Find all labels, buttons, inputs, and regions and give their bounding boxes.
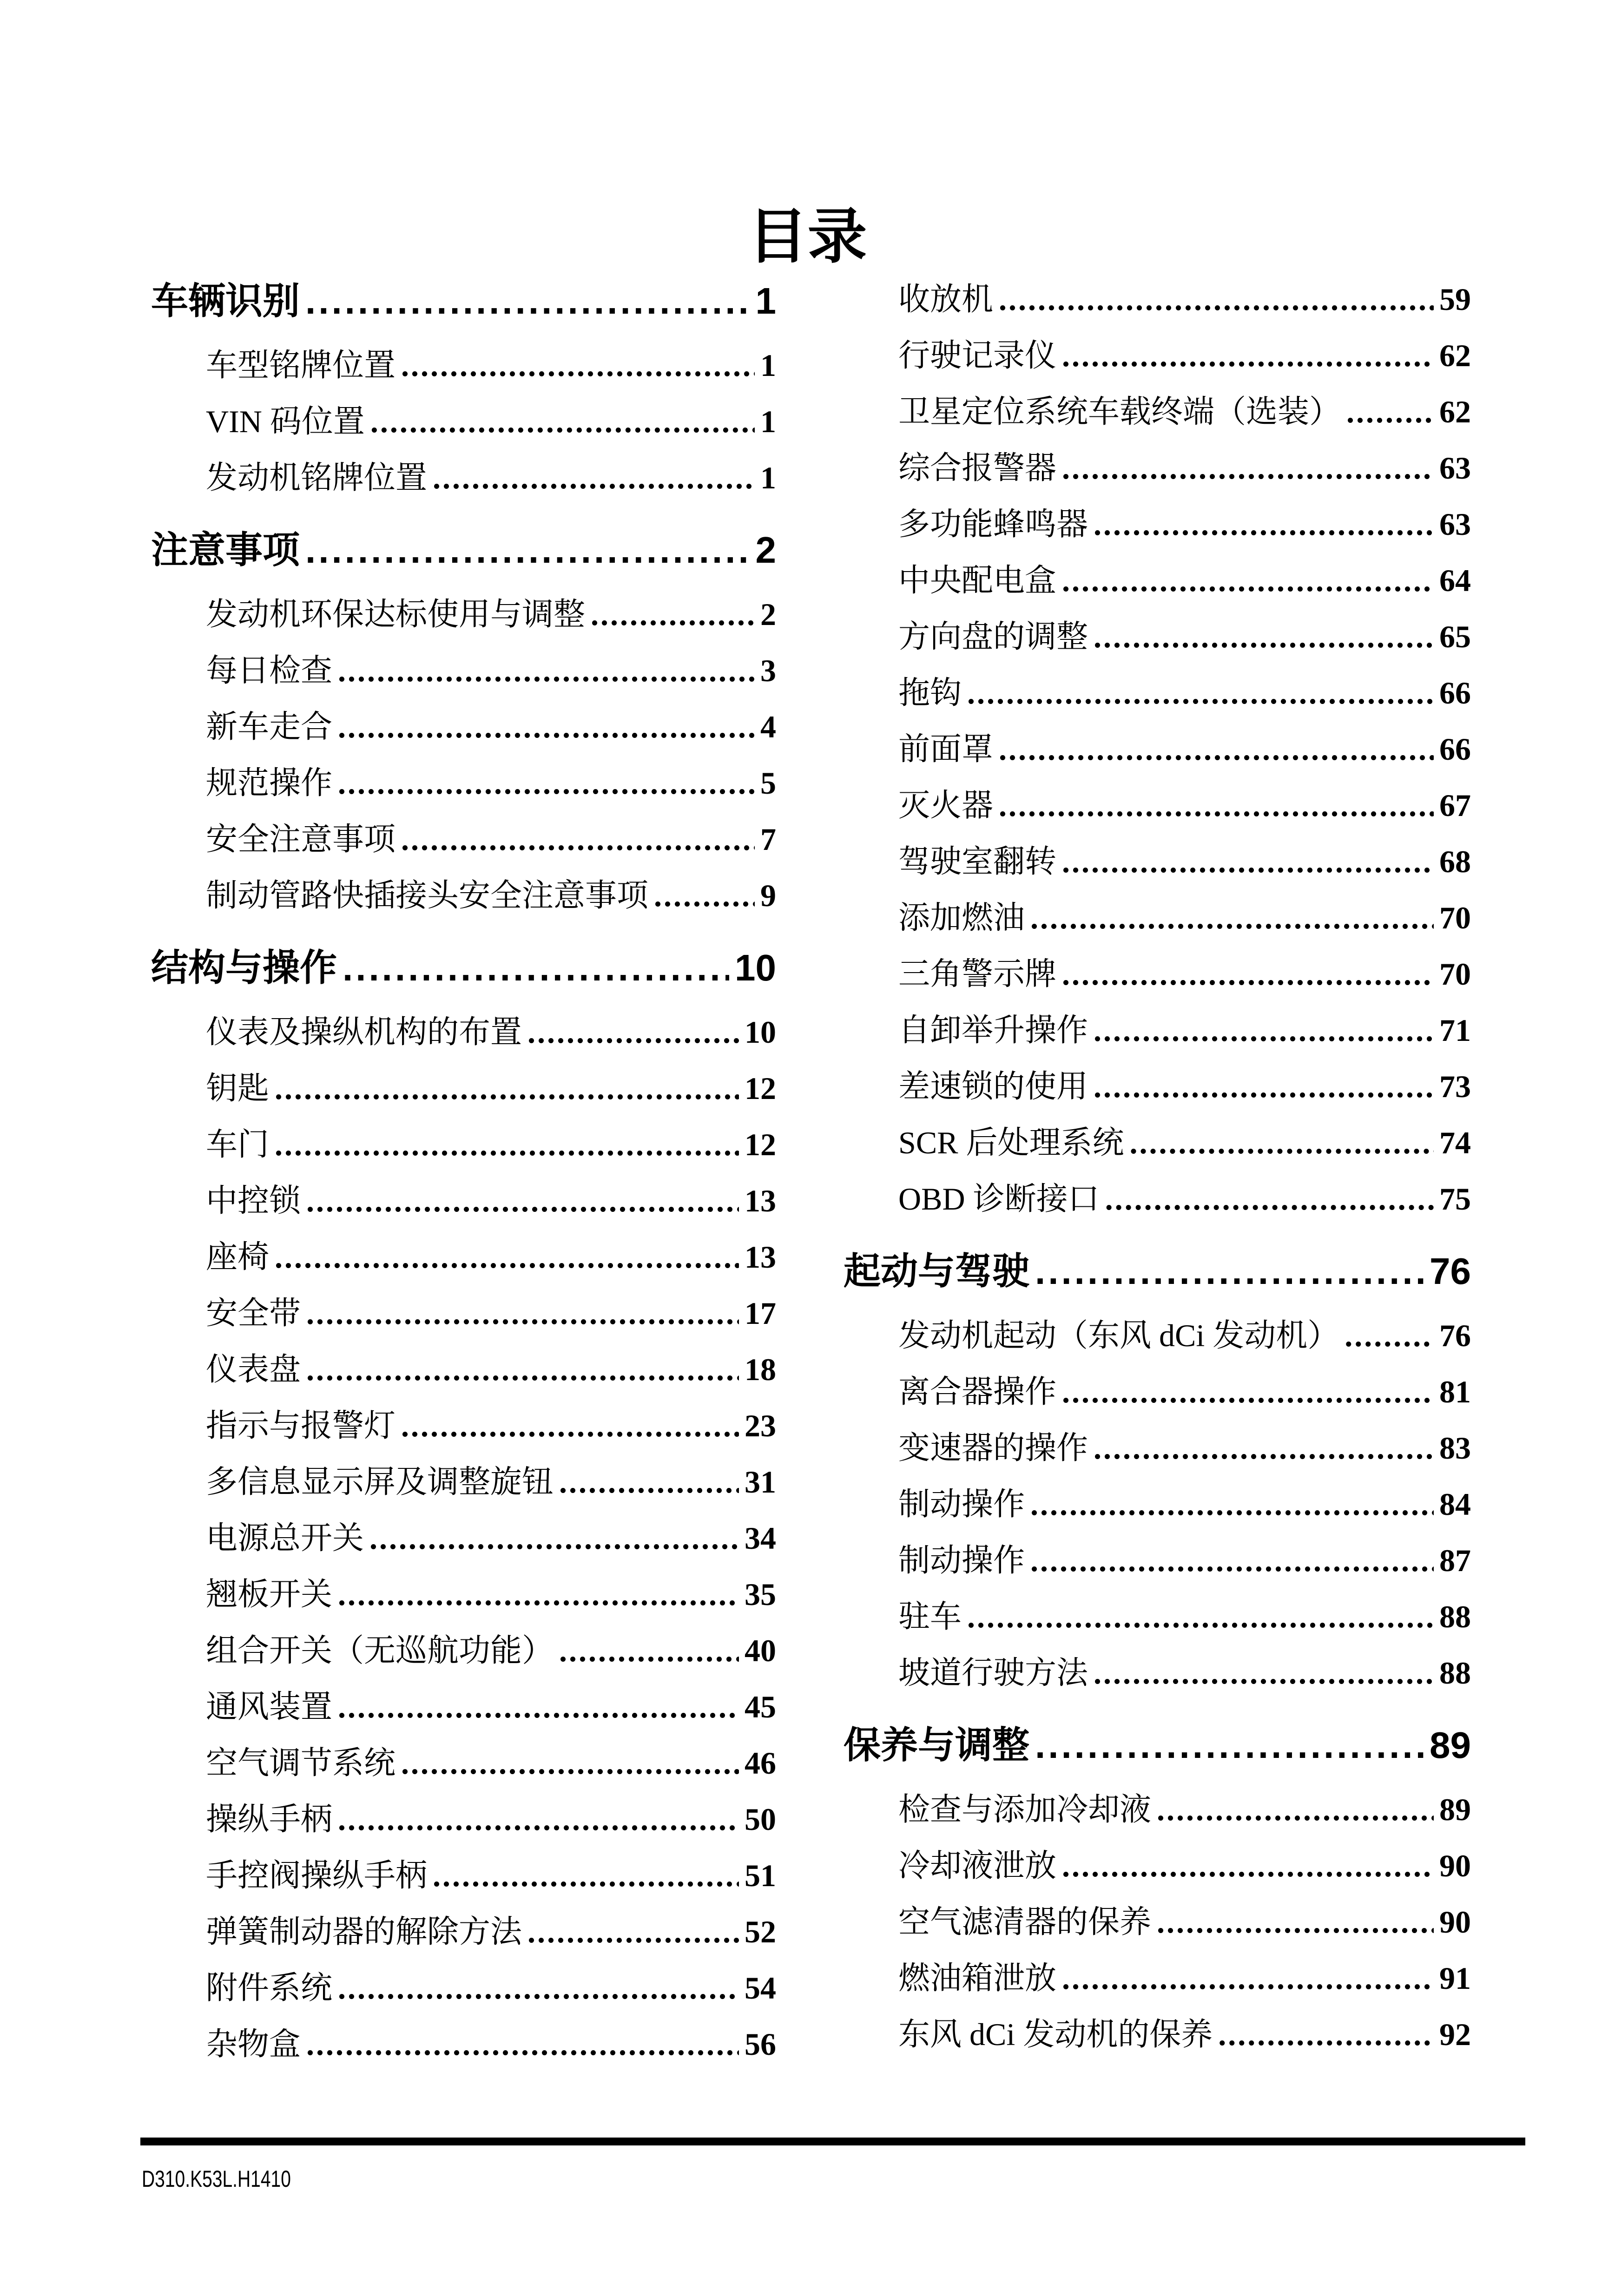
- toc-page-number: 1: [760, 404, 776, 439]
- toc-entry[interactable]: [151, 1848, 776, 1904]
- toc-entry-label: 规范操作: [206, 765, 333, 801]
- toc-entry[interactable]: [151, 1342, 776, 1398]
- toc-entry-label: 手控阀操纵手柄: [206, 1858, 428, 1893]
- toc-entry-label: 坡道行驶方法: [898, 1655, 1088, 1691]
- toc-entry-label: 制动操作: [898, 1543, 1025, 1578]
- dot-leader: [1062, 834, 1434, 890]
- toc-entry-label: 制动管路快插接头安全注意事项: [206, 878, 649, 913]
- dot-leader: [275, 1060, 739, 1117]
- toc-entry-label: 综合报警器: [898, 450, 1057, 486]
- dot-leader: [338, 1960, 739, 2016]
- toc-page-number: 7: [760, 822, 776, 857]
- toc-entry-label: 新车走合: [206, 709, 333, 744]
- toc-left-column: [151, 273, 776, 2072]
- toc-entry-label: VIN 码位置: [206, 404, 365, 439]
- dot-leader: [1030, 1533, 1434, 1589]
- toc-page-number: 2: [755, 529, 776, 571]
- toc-section-heading[interactable]: [844, 1243, 1471, 1299]
- toc-page-number: 35: [745, 1577, 776, 1612]
- toc-entry-label: 翘板开关: [206, 1577, 333, 1612]
- dot-leader: [338, 755, 755, 811]
- dot-leader: [338, 1679, 739, 1735]
- toc-entry-label: 东风 dCi 发动机的保养: [898, 2017, 1213, 2052]
- toc-entry-label: 驾驶室翻转: [898, 844, 1057, 879]
- dot-leader: [1035, 1717, 1424, 1773]
- toc-entry-label: 中央配电盒: [898, 563, 1057, 598]
- dot-leader: [1062, 1838, 1434, 1894]
- toc-entry[interactable]: [151, 1173, 776, 1229]
- toc-entry[interactable]: [151, 1735, 776, 1791]
- dot-leader: [559, 1623, 739, 1679]
- toc-section-heading[interactable]: [151, 940, 776, 996]
- dot-leader: [1062, 1364, 1434, 1420]
- toc-page-number: 50: [745, 1802, 776, 1837]
- toc-page-number: 91: [1439, 1960, 1471, 1996]
- toc-entry[interactable]: [151, 1004, 776, 1060]
- toc-entry[interactable]: [844, 1420, 1471, 1476]
- toc-entry[interactable]: [151, 1060, 776, 1117]
- toc-entry-label: 发动机铭牌位置: [206, 460, 428, 495]
- dot-leader: [1105, 1171, 1434, 1227]
- toc-entry[interactable]: [844, 777, 1471, 834]
- toc-entry-label: 结构与操作: [151, 947, 337, 988]
- toc-entry-label: 每日检查: [206, 653, 333, 688]
- toc-entry-label: 中控锁: [206, 1183, 301, 1218]
- toc-entry[interactable]: [844, 1364, 1471, 1420]
- dot-leader: [275, 1117, 739, 1173]
- toc-entry[interactable]: [844, 1476, 1471, 1533]
- dot-leader: [305, 273, 750, 329]
- dot-leader: [591, 586, 755, 643]
- toc-entry[interactable]: [151, 1904, 776, 1960]
- toc-right-column: [844, 271, 1471, 2063]
- dot-leader: [401, 1398, 739, 1454]
- toc-page-number: 56: [745, 2026, 776, 2062]
- toc-entry-label: 通风装置: [206, 1689, 333, 1724]
- toc-page-number: 9: [760, 878, 776, 913]
- toc-entry[interactable]: [151, 1960, 776, 2016]
- dot-leader: [1030, 890, 1434, 946]
- toc-page-number: 45: [745, 1689, 776, 1724]
- toc-entry-label: 车辆识别: [151, 280, 300, 322]
- toc-page-number: 54: [745, 1970, 776, 2006]
- toc-entry[interactable]: [151, 2016, 776, 2072]
- dot-leader: [401, 337, 755, 394]
- toc-page-number: 5: [760, 765, 776, 801]
- toc-page-number: 83: [1439, 1430, 1471, 1466]
- toc-section-heading[interactable]: [844, 1717, 1471, 1773]
- toc-page-number: 81: [1439, 1374, 1471, 1409]
- dot-leader: [1345, 1308, 1434, 1364]
- toc-entry-label: 车型铭牌位置: [206, 348, 396, 383]
- toc-section-heading[interactable]: [151, 273, 776, 329]
- toc-page-number: 76: [1439, 1318, 1471, 1353]
- toc-page-number: 88: [1439, 1599, 1471, 1634]
- toc-entry[interactable]: [151, 811, 776, 868]
- toc-page-number: 71: [1439, 1013, 1471, 1048]
- toc-entry[interactable]: [151, 868, 776, 924]
- toc-entry-label: 附件系统: [206, 1970, 333, 2006]
- toc-page-number: 67: [1439, 788, 1471, 823]
- toc-entry-label: 多信息显示屏及调整旋钮: [206, 1464, 554, 1500]
- toc-section-heading[interactable]: [151, 522, 776, 578]
- toc-page-number: 74: [1439, 1125, 1471, 1160]
- toc-entry-label: 方向盘的调整: [898, 619, 1088, 654]
- toc-entry-label: 前面罩: [898, 731, 994, 767]
- toc-entry-label: 操纵手柄: [206, 1802, 333, 1837]
- dot-leader: [527, 1004, 739, 1060]
- toc-entry-label: OBD 诊断接口: [898, 1181, 1100, 1217]
- toc-entry[interactable]: [844, 384, 1471, 440]
- toc-page-number: 70: [1439, 956, 1471, 992]
- toc-page-number: 31: [745, 1464, 776, 1500]
- toc-page-number: 66: [1439, 731, 1471, 767]
- toc-entry[interactable]: [844, 1645, 1471, 1701]
- dot-leader: [433, 1848, 739, 1904]
- toc-page-number: 17: [745, 1296, 776, 1331]
- toc-entry-label: 驻车: [898, 1599, 962, 1634]
- toc-entry[interactable]: [151, 699, 776, 755]
- toc-page-number: 10: [735, 947, 776, 988]
- toc-entry[interactable]: [844, 834, 1471, 890]
- toc-entry[interactable]: [151, 337, 776, 394]
- dot-leader: [338, 1791, 739, 1848]
- dot-leader: [433, 450, 755, 506]
- toc-page-number: 66: [1439, 675, 1471, 711]
- toc-page-number: 90: [1439, 1904, 1471, 1940]
- toc-page-number: 62: [1439, 394, 1471, 429]
- toc-entry-label: 空气调节系统: [206, 1745, 396, 1781]
- toc-page-number: 65: [1439, 619, 1471, 654]
- dot-leader: [559, 1454, 739, 1510]
- page-title: 目录: [748, 202, 867, 271]
- toc-entry-label: 差速锁的使用: [898, 1069, 1088, 1104]
- toc-entry[interactable]: [844, 1171, 1471, 1227]
- toc-entry[interactable]: [844, 1533, 1471, 1589]
- dot-leader: [338, 699, 755, 755]
- dot-leader: [305, 522, 750, 578]
- toc-entry-label: 制动操作: [898, 1487, 1025, 1522]
- toc-entry[interactable]: [151, 643, 776, 699]
- toc-entry-label: 灭火器: [898, 788, 994, 823]
- toc-entry[interactable]: [151, 1510, 776, 1566]
- dot-leader: [1218, 2007, 1434, 2063]
- toc-entry[interactable]: [844, 890, 1471, 946]
- toc-entry-label: 仪表盘: [206, 1352, 301, 1387]
- toc-page-number: 34: [745, 1520, 776, 1556]
- toc-entry-label: 拖钩: [898, 675, 962, 711]
- dot-leader: [1030, 1476, 1434, 1533]
- toc-page-number: 75: [1439, 1181, 1471, 1217]
- toc-entry-label: 组合开关（无巡航功能）: [206, 1633, 554, 1668]
- toc-entry[interactable]: [844, 1002, 1471, 1059]
- dot-leader: [1130, 1115, 1434, 1171]
- toc-entry[interactable]: [844, 553, 1471, 609]
- dot-leader: [343, 940, 729, 996]
- toc-entry-label: 安全注意事项: [206, 822, 396, 857]
- toc-page-number: 12: [745, 1127, 776, 1162]
- toc-entry[interactable]: [844, 946, 1471, 1002]
- toc-page-number: 52: [745, 1914, 776, 1949]
- dot-leader: [306, 2016, 739, 2072]
- toc-page-number: 62: [1439, 338, 1471, 373]
- toc-entry-label: 空气滤清器的保养: [898, 1904, 1152, 1940]
- toc-entry[interactable]: [151, 1623, 776, 1679]
- toc-entry-label: 安全带: [206, 1296, 301, 1331]
- dot-leader: [1094, 1645, 1434, 1701]
- toc-page-number: 89: [1439, 1792, 1471, 1827]
- dot-leader: [1157, 1894, 1434, 1950]
- toc-entry[interactable]: [151, 1398, 776, 1454]
- toc-page-number: 73: [1439, 1069, 1471, 1104]
- dot-leader: [1062, 946, 1434, 1002]
- toc-entry[interactable]: [151, 1117, 776, 1173]
- dot-leader: [306, 1173, 739, 1229]
- toc-entry-label: 杂物盒: [206, 2026, 301, 2062]
- dot-leader: [1094, 1059, 1434, 1115]
- toc-entry-label: 弹簧制动器的解除方法: [206, 1914, 522, 1949]
- toc-entry[interactable]: [844, 1059, 1471, 1115]
- toc-entry[interactable]: [151, 586, 776, 643]
- toc-entry-label: 自卸举升操作: [898, 1013, 1088, 1048]
- toc-page-number: 10: [745, 1014, 776, 1050]
- toc-page-number: 18: [745, 1352, 776, 1387]
- dot-leader: [1062, 553, 1434, 609]
- toc-page-number: 1: [760, 348, 776, 383]
- toc-page-number: 63: [1439, 450, 1471, 486]
- toc-page-number: 87: [1439, 1543, 1471, 1578]
- dot-leader: [527, 1904, 739, 1960]
- dot-leader: [1062, 328, 1434, 384]
- toc-entry[interactable]: [844, 665, 1471, 721]
- toc-entry-label: 行驶记录仪: [898, 338, 1057, 373]
- dot-leader: [370, 394, 755, 450]
- dot-leader: [1094, 496, 1434, 553]
- toc-entry[interactable]: [844, 1950, 1471, 2007]
- toc-entry-label: SCR 后处理系统: [898, 1125, 1124, 1160]
- toc-page-number: 64: [1439, 563, 1471, 598]
- toc-entry-label: 卫星定位系统车载终端（选装）: [898, 394, 1341, 429]
- toc-entry-label: 发动机环保达标使用与调整: [206, 597, 586, 632]
- toc-page-number: 1: [755, 280, 776, 322]
- toc-entry[interactable]: [844, 1838, 1471, 1894]
- toc-entry-label: 冷却液泄放: [898, 1848, 1057, 1883]
- toc-entry[interactable]: [151, 1229, 776, 1285]
- toc-page-number: 2: [760, 597, 776, 632]
- dot-leader: [1062, 440, 1434, 496]
- toc-entry-label: 添加燃油: [898, 900, 1025, 935]
- toc-entry-label: 座椅: [206, 1239, 270, 1275]
- toc-entry-label: 收放机: [898, 282, 994, 317]
- dot-leader: [999, 721, 1434, 777]
- toc-page-number: 23: [745, 1408, 776, 1443]
- toc-page-number: 40: [745, 1633, 776, 1668]
- toc-page-number: 88: [1439, 1655, 1471, 1691]
- toc-entry[interactable]: [844, 1894, 1471, 1950]
- toc-page-number: 13: [745, 1183, 776, 1218]
- toc-entry-label: 燃油箱泄放: [898, 1960, 1057, 1996]
- toc-entry-label: 多功能蜂鸣器: [898, 507, 1088, 542]
- dot-leader: [1346, 384, 1434, 440]
- toc-entry[interactable]: [844, 1782, 1471, 1838]
- toc-entry[interactable]: [151, 1566, 776, 1623]
- toc-page-number: 4: [760, 709, 776, 744]
- toc-page-number: 84: [1439, 1487, 1471, 1522]
- dot-leader: [1094, 1002, 1434, 1059]
- dot-leader: [306, 1285, 739, 1342]
- toc-entry[interactable]: [844, 440, 1471, 496]
- toc-entry[interactable]: [844, 1589, 1471, 1645]
- dot-leader: [1094, 609, 1434, 665]
- dot-leader: [338, 1566, 739, 1623]
- toc-entry-label: 电源总开关: [206, 1520, 364, 1556]
- dot-leader: [967, 1589, 1434, 1645]
- toc-entry-label: 注意事项: [151, 529, 300, 571]
- toc-page-number: 13: [745, 1239, 776, 1275]
- dot-leader: [1062, 1950, 1434, 2007]
- toc-entry[interactable]: [151, 1791, 776, 1848]
- toc-entry-label: 钥匙: [206, 1071, 270, 1106]
- toc-page-number: 70: [1439, 900, 1471, 935]
- toc-page-number: 59: [1439, 282, 1471, 317]
- toc-entry-label: 离合器操作: [898, 1374, 1057, 1409]
- toc-entry-label: 指示与报警灯: [206, 1408, 396, 1443]
- toc-entry[interactable]: [844, 2007, 1471, 2063]
- toc-entry-label: 仪表及操纵机构的布置: [206, 1014, 522, 1050]
- dot-leader: [1035, 1243, 1424, 1299]
- dot-leader: [967, 665, 1434, 721]
- toc-entry[interactable]: [844, 271, 1471, 328]
- toc-entry-label: 发动机起动（东风 dCi 发动机）: [898, 1318, 1339, 1353]
- toc-entry[interactable]: [844, 1308, 1471, 1364]
- toc-page-number: 63: [1439, 507, 1471, 542]
- toc-page-number: 89: [1430, 1724, 1471, 1766]
- toc-entry[interactable]: [151, 1454, 776, 1510]
- toc-entry-label: 检查与添加冷却液: [898, 1792, 1152, 1827]
- toc-entry-label: 起动与驾驶: [844, 1250, 1029, 1292]
- toc-entry-label: 三角警示牌: [898, 956, 1057, 992]
- dot-leader: [654, 868, 755, 924]
- toc-page-number: 51: [745, 1858, 776, 1893]
- toc-entry-label: 保养与调整: [844, 1724, 1029, 1766]
- toc-entry[interactable]: [151, 755, 776, 811]
- toc-entry[interactable]: [844, 609, 1471, 665]
- toc-page-number: 92: [1439, 2017, 1471, 2052]
- toc-entry[interactable]: [151, 1679, 776, 1735]
- toc-entry[interactable]: [151, 450, 776, 506]
- dot-leader: [338, 643, 755, 699]
- toc-entry-label: 车门: [206, 1127, 270, 1162]
- dot-leader: [999, 271, 1434, 328]
- document-code: D310.K53L.H1410: [142, 2166, 291, 2192]
- toc-page-number: 1: [760, 460, 776, 495]
- toc-page-number: 3: [760, 653, 776, 688]
- toc-entry[interactable]: [151, 1285, 776, 1342]
- toc-page-number: 68: [1439, 844, 1471, 879]
- dot-leader: [401, 811, 755, 868]
- dot-leader: [999, 777, 1434, 834]
- toc-page-number: 90: [1439, 1848, 1471, 1883]
- toc-entry[interactable]: [844, 721, 1471, 777]
- toc-page-number: 46: [745, 1745, 776, 1781]
- dot-leader: [1157, 1782, 1434, 1838]
- footer-divider: [140, 2138, 1525, 2145]
- dot-leader: [306, 1342, 739, 1398]
- toc-entry[interactable]: [151, 394, 776, 450]
- toc-entry[interactable]: [844, 328, 1471, 384]
- toc-page-number: 12: [745, 1071, 776, 1106]
- dot-leader: [1094, 1420, 1434, 1476]
- dot-leader: [369, 1510, 739, 1566]
- toc-entry[interactable]: [844, 1115, 1471, 1171]
- toc-page-number: 76: [1430, 1250, 1471, 1292]
- toc-entry[interactable]: [844, 496, 1471, 553]
- dot-leader: [275, 1229, 739, 1285]
- toc-entry-label: 变速器的操作: [898, 1430, 1088, 1466]
- dot-leader: [401, 1735, 739, 1791]
